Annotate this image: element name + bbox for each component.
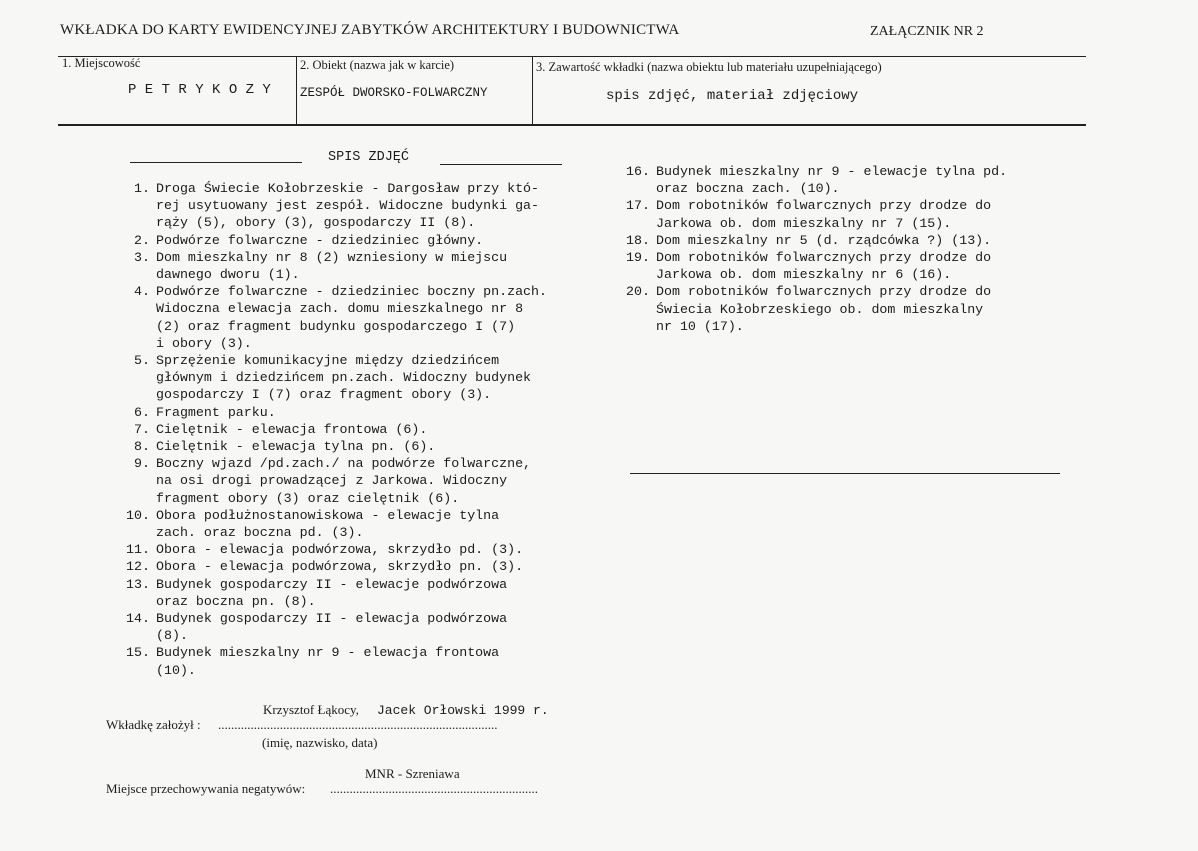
heading-rule-right	[440, 164, 562, 165]
photo-list-right	[622, 163, 1007, 335]
list-item	[622, 197, 1007, 231]
list-item	[122, 438, 547, 455]
place-value: P E T R Y K O Z Y	[128, 82, 271, 98]
list-item	[122, 576, 547, 610]
list-item-number: 12.	[126, 559, 150, 575]
list-item	[122, 352, 547, 404]
list-item	[122, 180, 547, 232]
founded-dotted-line: ......................................................................................	[218, 717, 498, 732]
list-item	[622, 283, 1007, 335]
list-item-text: Dom mieszkalny nr 5 (d. rządcówka ?) (13).	[656, 232, 992, 248]
list-item	[122, 455, 547, 507]
authors-prefix: Krzysztof Łąkocy,	[263, 702, 359, 717]
object-label: 2. Obiekt (nazwa jak w karcie)	[300, 58, 455, 72]
list-item-text: Podwórze folwarczne - dziedziniec główny.	[156, 232, 484, 248]
list-item	[122, 283, 547, 352]
table-top-border	[58, 56, 1086, 57]
list-item-text: Obora podłużnostanowiskowa - elewacje tylna zach. oraz boczna pd. (3).	[156, 507, 500, 541]
list-item-number: 3.	[134, 249, 150, 265]
table-divider-2	[532, 56, 533, 124]
list-item-number: 11.	[126, 542, 150, 558]
list-item-text: Cielętnik - elewacja frontowa (6).	[156, 421, 428, 437]
storage-label: Miejsce przechowywania negatywów:	[106, 781, 306, 796]
list-item-number: 10.	[126, 507, 150, 523]
annex-number: ZAŁĄCZNIK NR 2	[870, 24, 984, 39]
list-item	[122, 404, 547, 421]
list-item-number: 7.	[134, 421, 150, 437]
table-divider-1	[296, 56, 297, 124]
list-item	[622, 232, 1007, 249]
list-item-text: Budynek mieszkalny nr 9 - elewacja frontowa (10).	[156, 645, 500, 678]
list-item-text: Budynek gospodarczy II - elewacja podwórzowa (8).	[156, 611, 508, 644]
list-item-number: 19.	[626, 250, 650, 266]
contents-label: 3. Zawartość wkładki (nazwa obiektu lub materiału uzupełniającego)	[536, 60, 882, 74]
list-item-text: Droga Świecie Kołobrzeskie - Dargosław przy któ- rej usytuowany jest zespół. Widoczne budynki ga- rąży (5), obory (3), gospodarczy II (8).	[156, 181, 540, 231]
list-item	[122, 541, 547, 558]
object-value: ZESPÓŁ DWORSKO-FOLWARCZNY	[300, 86, 488, 100]
list-item	[122, 249, 547, 283]
photo-list-left	[122, 180, 547, 679]
list-item	[122, 558, 547, 575]
list-item-number: 15.	[126, 645, 150, 661]
list-item-number: 5.	[134, 353, 150, 369]
place-label: 1. Miejscowość	[62, 56, 141, 70]
list-item	[122, 421, 547, 438]
list-item-number: 1.	[134, 181, 150, 196]
list-item-number: 16.	[626, 164, 650, 179]
list-item-text: Cielętnik - elewacja tylna pn. (6).	[156, 439, 436, 455]
list-item-number: 17.	[626, 198, 650, 214]
list-item	[622, 249, 1007, 283]
list-item-text: Dom mieszkalny nr 8 (2) wzniesiony w miejscu dawnego dworu (1).	[156, 249, 508, 283]
list-item	[622, 163, 1007, 197]
list-item-text: Obora - elewacja podwórzowa, skrzydło pn. (3).	[156, 559, 524, 575]
list-item-number: 9.	[134, 456, 150, 472]
list-item-number: 2.	[134, 232, 150, 248]
list-item-number: 4.	[134, 284, 150, 300]
contents-value: spis zdjęć, materiał zdjęciowy	[606, 88, 859, 104]
list-item-text: Obora - elewacja podwórzowa, skrzydło pd. (3).	[156, 542, 524, 558]
list-item-text: Boczny wjazd /pd.zach./ na podwórze folwarczne, na osi drogi prowadzącej z Jarkowa. Widoczny fragment obory (3) oraz cielętnik (6).	[156, 456, 532, 506]
list-item-number: 14.	[126, 611, 150, 627]
right-column-rule	[630, 473, 1060, 474]
list-item-text: Budynek mieszkalny nr 9 - elewacje tylna pd. oraz boczna zach. (10).	[656, 164, 1008, 197]
list-item-number: 6.	[134, 404, 150, 420]
list-item	[122, 610, 547, 644]
list-item-text: Podwórze folwarczne - dziedziniec boczny pn.zach. Widoczna elewacja zach. domu mieszkalnego nr 8 (2) oraz fragment budynku gospodarczego I (7) i obory (3).	[156, 284, 547, 351]
document-title: WKŁADKA DO KARTY EWIDENCYJNEJ ZABYTKÓW ARCHITEKTURY I BUDOWNICTWA	[60, 22, 680, 38]
list-heading: SPIS ZDJĘĆ	[328, 150, 410, 165]
list-item	[122, 507, 547, 541]
list-item-number: 13.	[126, 576, 150, 592]
list-item-text: Dom robotników folwarcznych przy drodze do Jarkowa ob. dom mieszkalny nr 7 (15).	[656, 198, 992, 231]
heading-rule-left	[130, 162, 302, 163]
list-item-text: Budynek gospodarczy II - elewacje podwórzowa oraz boczna pn. (8).	[156, 576, 508, 609]
founded-hint: (imię, nazwisko, data)	[262, 735, 378, 750]
list-item-number: 8.	[134, 439, 150, 455]
list-item-text: Dom robotników folwarcznych przy drodze do Świecia Kołobrzeskiego ob. dom mieszkalny nr 10 (17).	[656, 284, 992, 334]
list-item-text: Dom robotników folwarcznych przy drodze do Jarkowa ob. dom mieszkalny nr 6 (16).	[656, 250, 992, 283]
list-item-number: 18.	[626, 232, 650, 248]
list-item-text: Fragment parku.	[156, 404, 276, 420]
list-item-number: 20.	[626, 284, 650, 300]
list-item	[122, 644, 547, 678]
authors-suffix: Jacek Orłowski 1999 r.	[377, 703, 549, 718]
list-item	[122, 232, 547, 249]
storage-dotted-line: ................................................................	[330, 781, 538, 796]
storage-value: MNR - Szreniawa	[365, 766, 460, 781]
list-item-text: Sprzężenie komunikacyjne między dziedzińcem głównym i dziedzińcem pn.zach. Widoczny budynek gospodarczy I (7) oraz fragment obory (3).	[156, 353, 532, 403]
table-bottom-border	[58, 124, 1086, 126]
founded-label: Wkładkę założył :	[106, 717, 201, 732]
